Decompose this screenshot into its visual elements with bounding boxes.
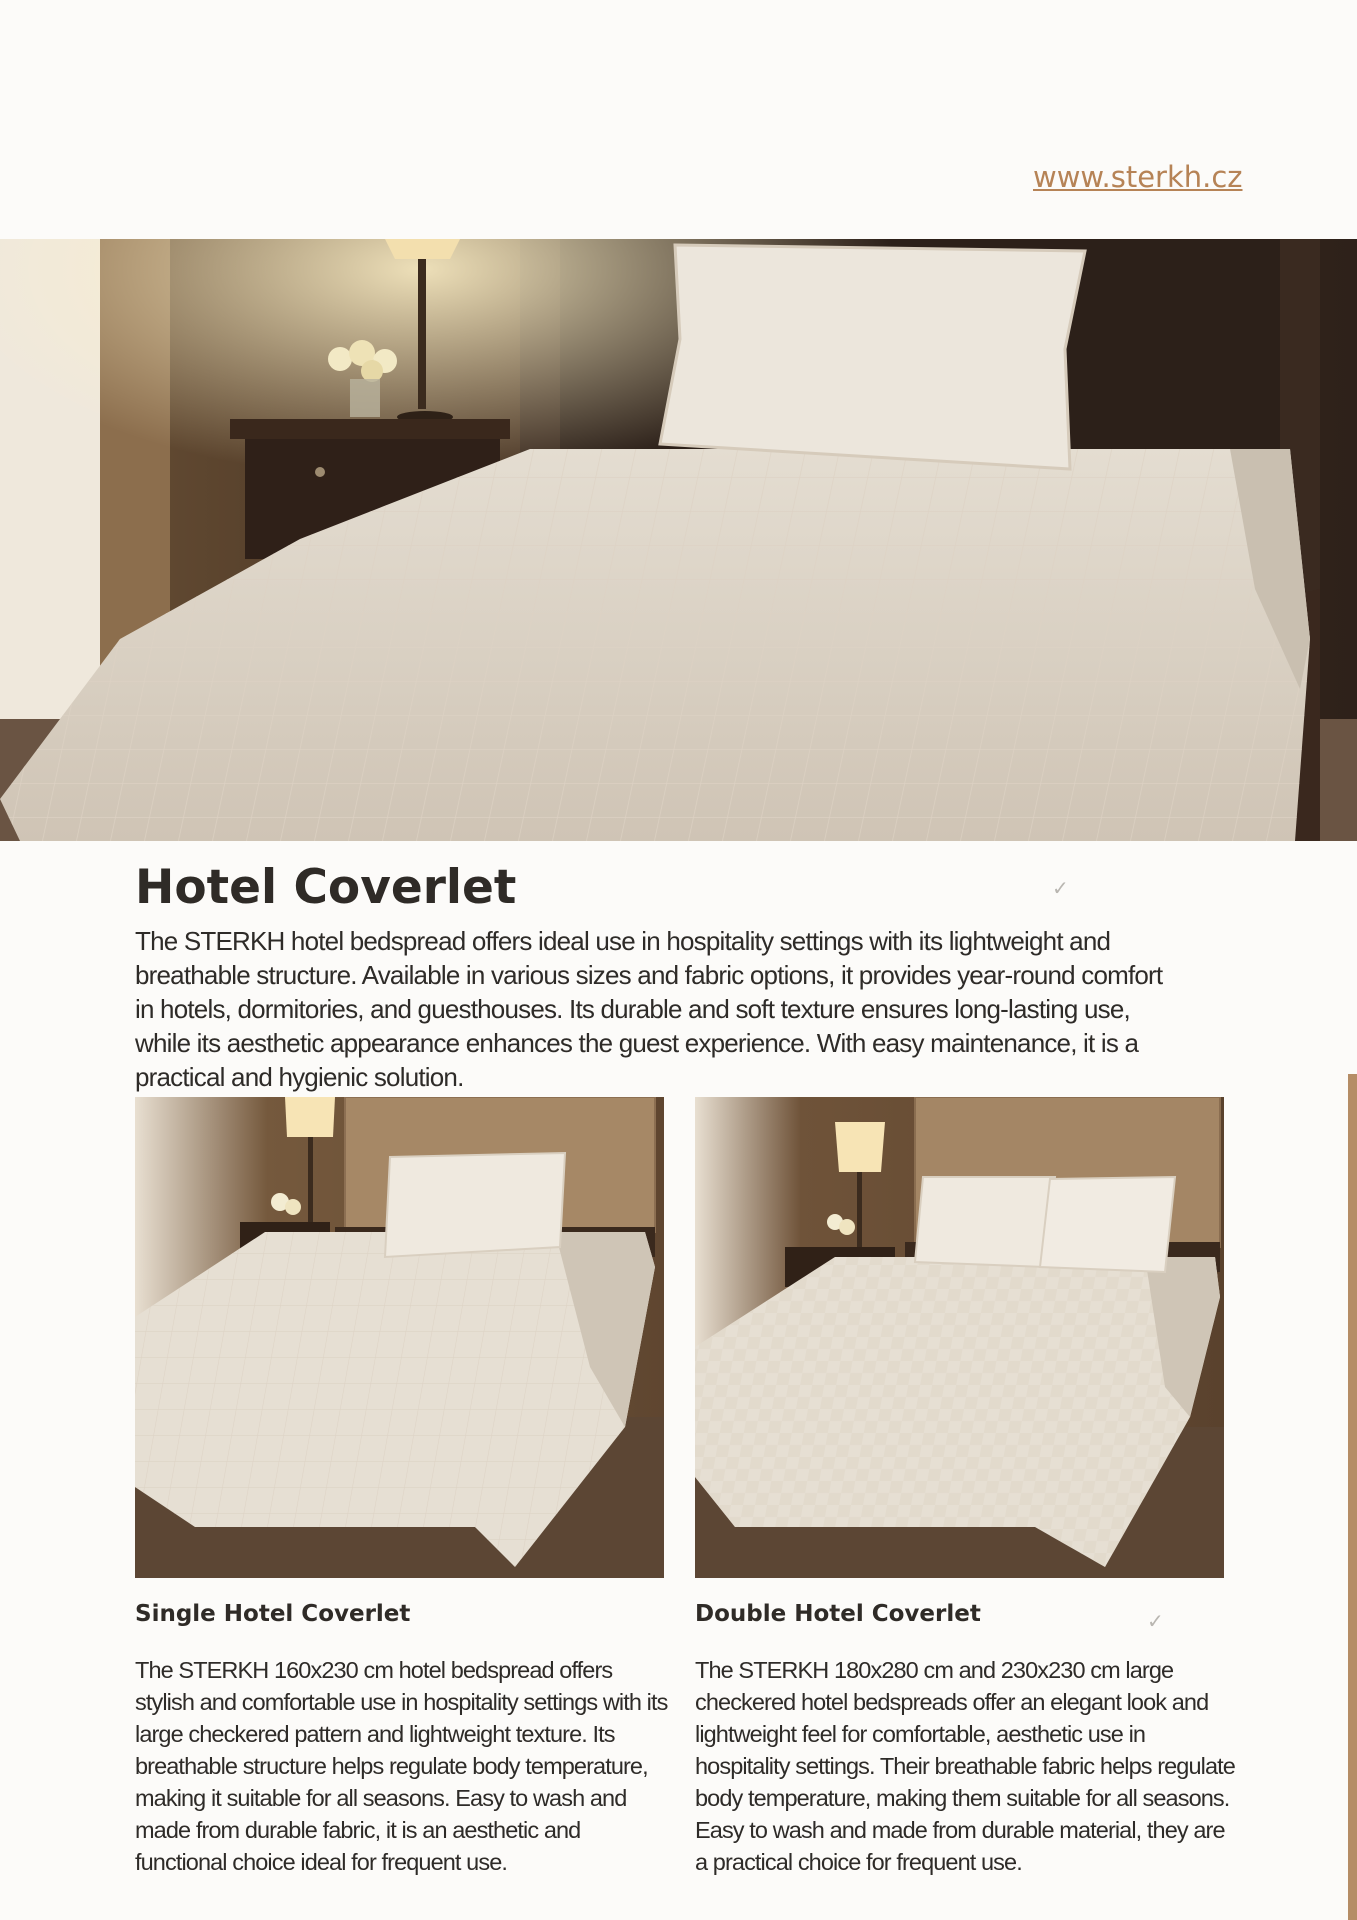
- single-coverlet-title: Single Hotel Coverlet: [135, 1601, 411, 1627]
- website-link[interactable]: www.sterkh.cz: [1033, 160, 1243, 194]
- page-title: Hotel Coverlet: [135, 860, 517, 915]
- checkmark-icon: ✓: [1052, 876, 1069, 900]
- intro-paragraph: The STERKH hotel bedspread offers ideal use in hospitality settings with its lightweight and breathable structure. Available in various sizes and fabric options, it provides year-round comfort in hotels, dormitories, and guesthouses. Its durable and soft texture ensures long-lasting use, while its aesthetic appearance enhances the guest experience. With easy maintenance, it is a practical and hygienic solution.: [135, 926, 1163, 1092]
- double-coverlet-photo: [695, 1097, 1224, 1578]
- double-coverlet-description: The STERKH 180x280 cm and 230x230 cm large checkered hotel bedspreads offer an elegant look and lightweight feel for comfortable, aesthetic use in hospitality settings. Their breathable fabric helps regulate body temperature, making them suitable for all seasons. Easy to wash and made from durable material, they are a practical choice for frequent use.: [695, 1657, 1235, 1875]
- single-coverlet-photo: [135, 1097, 664, 1578]
- hero-photo: [0, 239, 1357, 841]
- double-coverlet-title: Double Hotel Coverlet: [695, 1601, 981, 1627]
- accent-side-bar: [1348, 1074, 1357, 1920]
- checkmark-icon: ✓: [1147, 1609, 1164, 1633]
- single-coverlet-description: The STERKH 160x230 cm hotel bedspread offers stylish and comfortable use in hospitality settings with its large checkered pattern and lightweight texture. Its breathable structure helps regulate body temperature, making it suitable for all seasons. Easy to wash and made from durable fabric, it is an aesthetic and functional choice ideal for frequent use.: [135, 1657, 668, 1875]
